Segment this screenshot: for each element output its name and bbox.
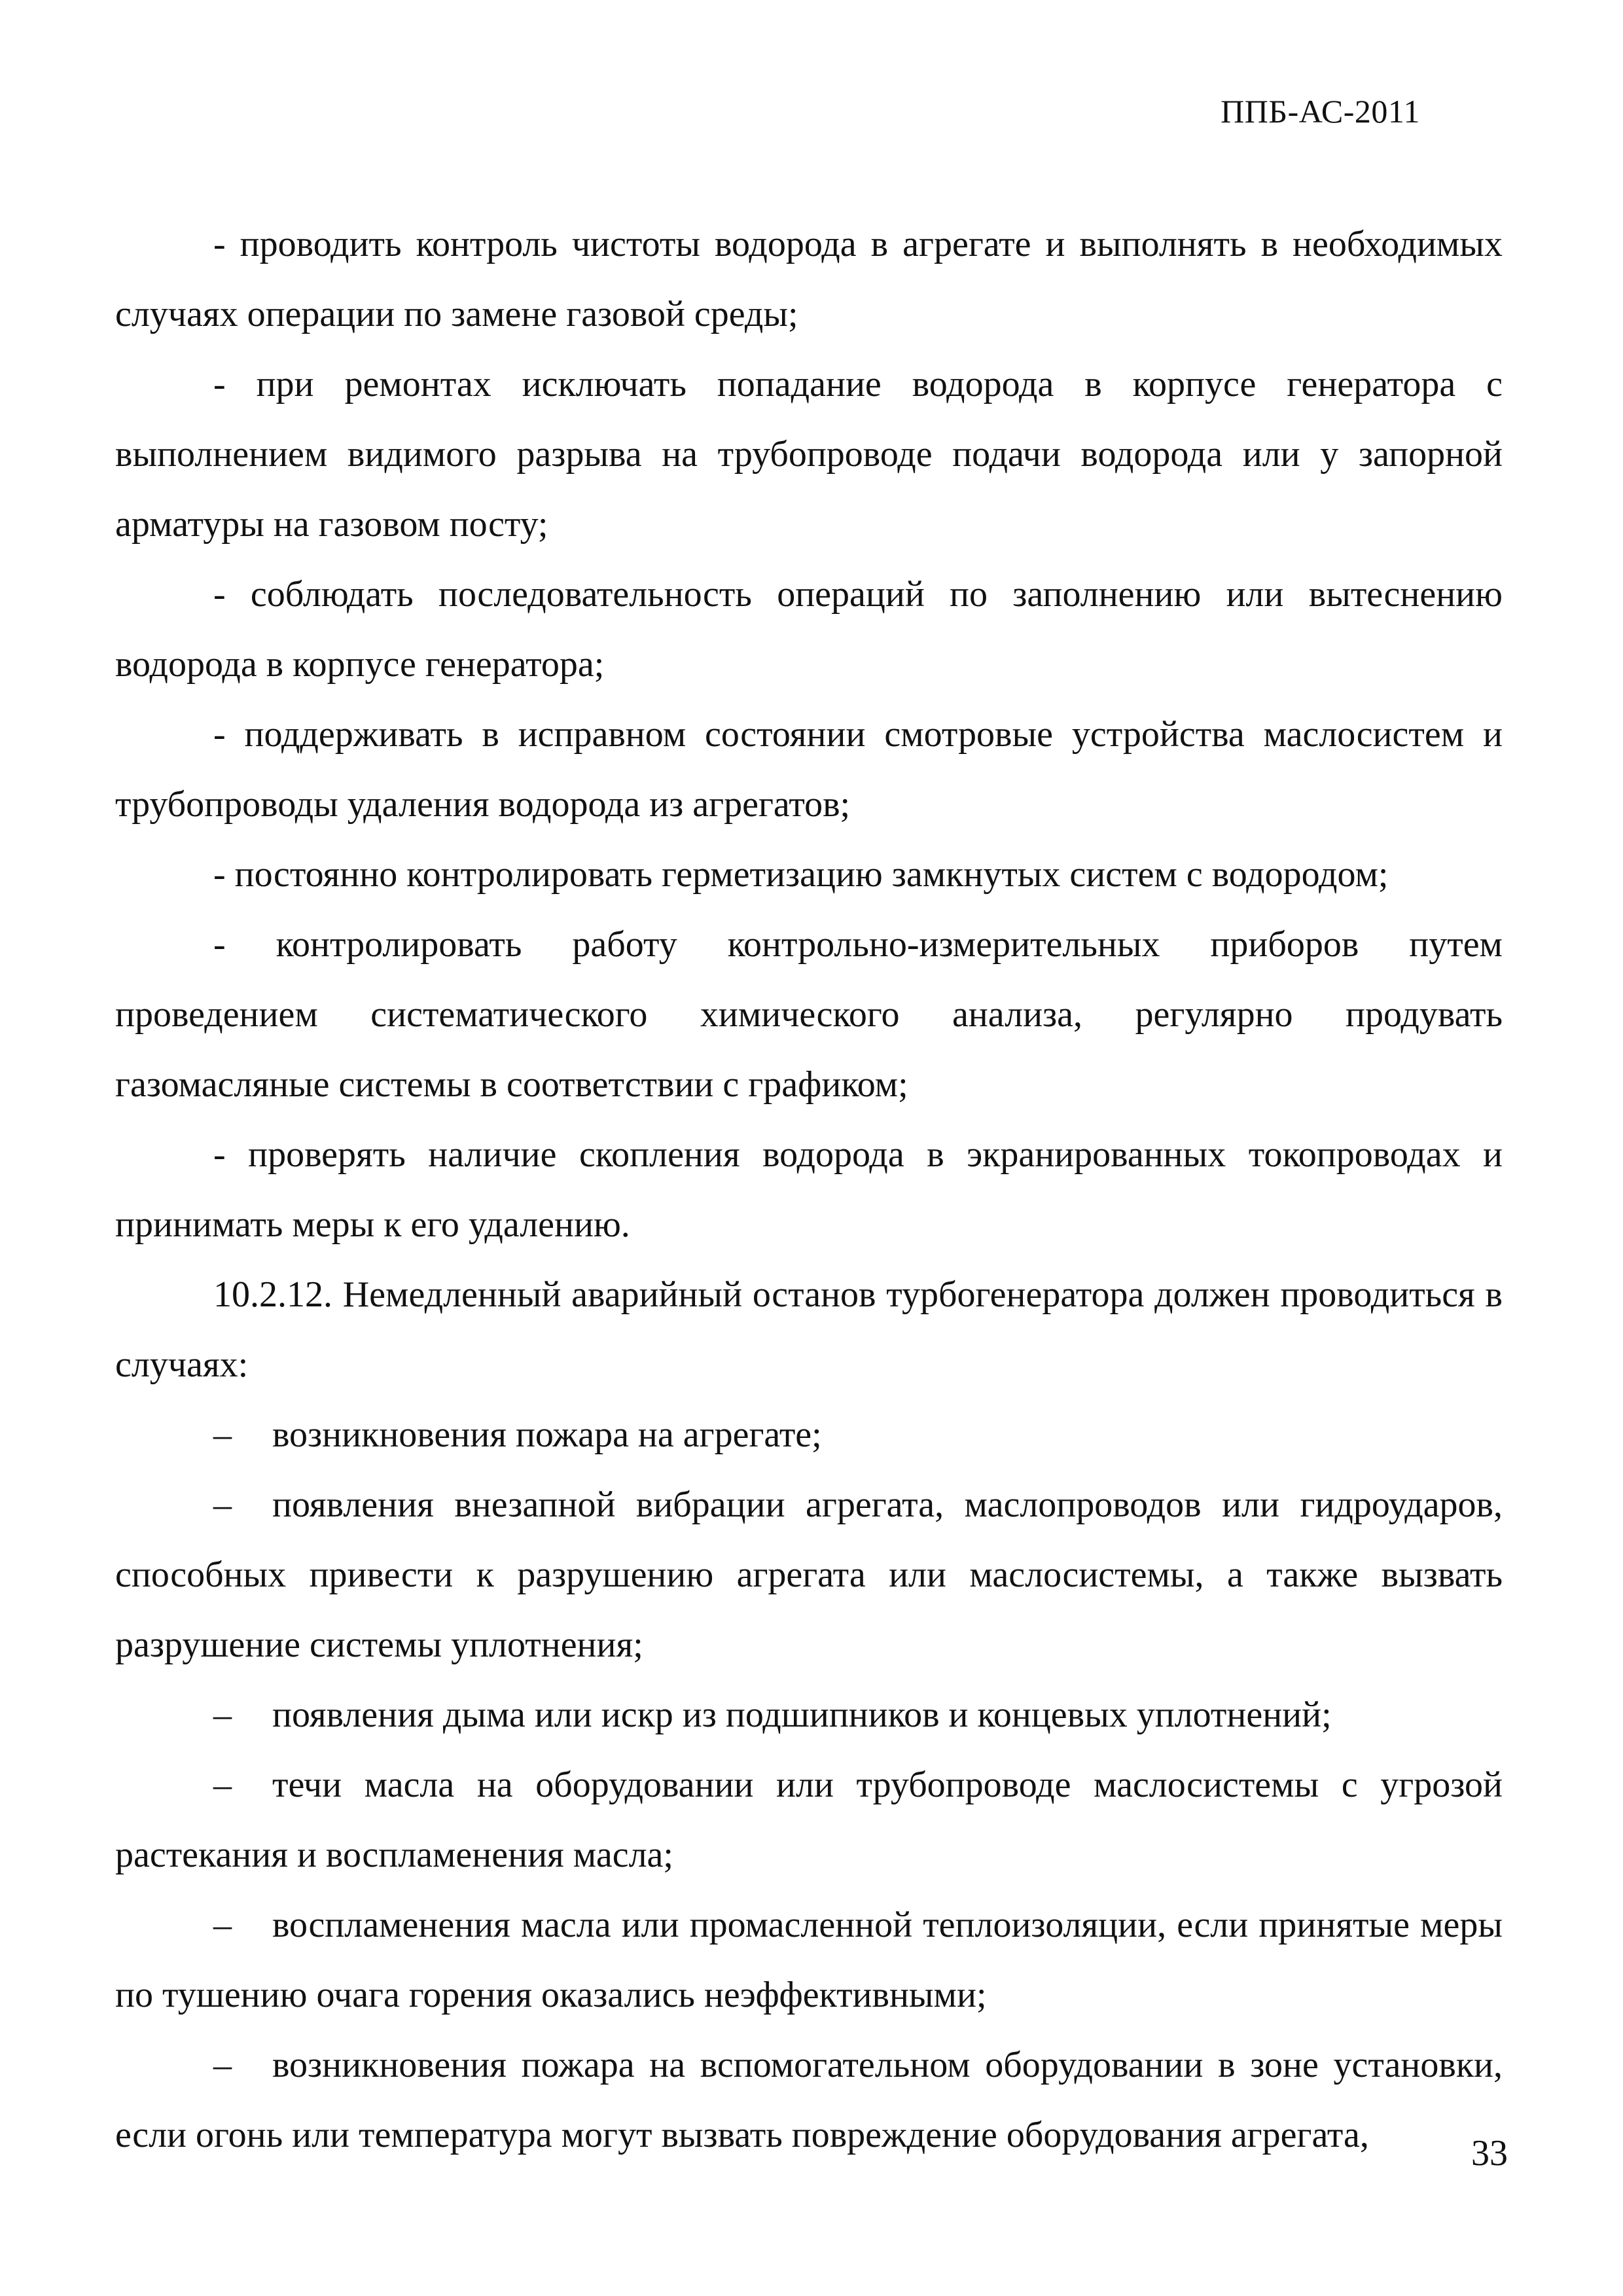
list-item: - при ремонтах исключать попадание водорода в корпусе генератора с выполнением видимого разрыва на трубопроводе подачи водорода или у запорной арматуры на газовом посту; xyxy=(115,364,1503,545)
dash-marker: – xyxy=(213,1695,232,1735)
page-number: 33 xyxy=(1471,2133,1508,2174)
list-item xyxy=(115,1890,1503,2030)
list-item xyxy=(115,1750,1503,1890)
list-item-text: течи масла на оборудовании или трубопроводе маслосистемы с угрозой растекания и воспламенения масла; xyxy=(115,1765,1503,1875)
list-item-text: воспламенения масла или промасленной теплоизоляции, если принятые меры по тушению очага горения оказались неэффективными; xyxy=(115,1905,1503,2015)
dash-marker: – xyxy=(213,1414,232,1455)
dash-marker: – xyxy=(213,1765,232,1805)
list-item xyxy=(115,2030,1503,2170)
dash-marker: – xyxy=(213,1905,232,1945)
list-item: - проверять наличие скопления водорода в экранированных токопроводах и принимать меры к его удалению. xyxy=(115,1134,1503,1245)
document-code: ППБ-АС-2011 xyxy=(1221,93,1420,130)
list-item xyxy=(115,1400,1503,1470)
list-item xyxy=(115,1470,1503,1680)
list-item xyxy=(115,1680,1503,1750)
dash-marker: – xyxy=(213,2045,232,2085)
list-item-text: появления дыма или искр из подшипников и концевых уплотнений; xyxy=(272,1695,1332,1735)
list-item: - проводить контроль чистоты водорода в агрегате и выполнять в необходимых случаях операции по замене газовой среды; xyxy=(115,224,1503,334)
dash-marker: – xyxy=(213,1484,232,1525)
list-item: - соблюдать последовательность операций по заполнению или вытеснению водорода в корпусе генератора; xyxy=(115,574,1503,685)
clause-paragraph: 10.2.12. Немедленный аварийный останов турбогенератора должен проводиться в случаях: xyxy=(115,1274,1503,1385)
list-item: - контролировать работу контрольно-измерительных приборов путем проведением систематического химического анализа, регулярно продувать газомасляные системы в соответствии с графиком; xyxy=(115,924,1503,1105)
list-item-text: возникновения пожара на агрегате; xyxy=(272,1414,822,1455)
document-body xyxy=(115,209,1503,2170)
list-item: - поддерживать в исправном состоянии смотровые устройства маслосистем и трубопроводы удаления водорода из агрегатов; xyxy=(115,714,1503,825)
list-item-text: возникновения пожара на вспомогательном оборудовании в зоне установки, если огонь или температура могут вызвать повреждение оборудования агрегата, xyxy=(115,2045,1503,2155)
list-item-text: появления внезапной вибрации агрегата, маслопроводов или гидроударов, способных привести к разрушению агрегата или маслосистемы, а также вызвать разрушение системы уплотнения; xyxy=(115,1484,1503,1665)
list-item: - постоянно контролировать герметизацию замкнутых систем с водородом; xyxy=(213,854,1389,895)
